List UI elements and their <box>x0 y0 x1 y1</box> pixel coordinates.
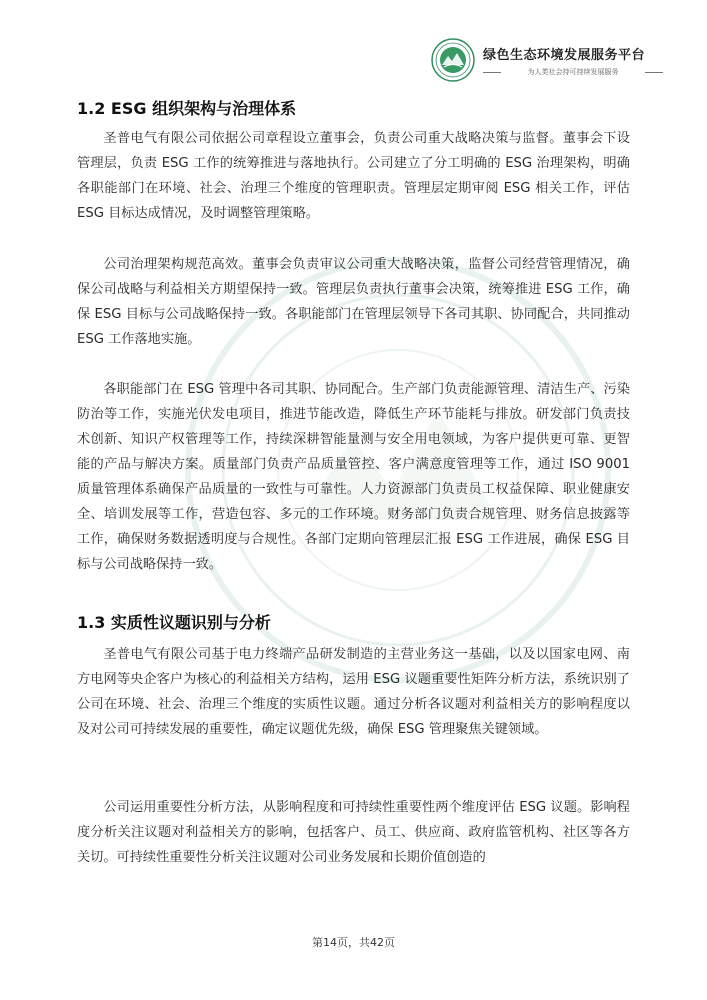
paragraph: 圣普电气有限公司依据公司章程设立董事会，负责公司重大战略决策与监督。董事会下设管理层，负责 ESG 工作的统筹推进与落地执行。公司建立了分工明确的 ESG 治理架构，明确各职能部门在环境、社会、治理三个维度的管理职责。管理层定期审阅 ESG 相关工作，评估 ESG 目标达成情况，及时调整管理策略。 <box>77 131 630 221</box>
slogan: 为人类社会持可持续发展服务 <box>527 68 619 76</box>
paragraph: 圣普电气有限公司基于电力终端产品研发制造的主营业务这一基础，以及以国家电网、南方电网等央企客户为核心的利益相关方结构，运用 ESG 议题重要性矩阵分析方法，系统识别了公司在环境、社会、治理三个维度的实质性议题。通过分析各议题对利益相关方的影响程度以及对公司可持续发展的重要性，确定议题优先级，确保 ESG 管理聚焦关键领域。 <box>77 647 630 737</box>
paragraph: 各职能部门在 ESG 管理中各司其职、协同配合。生产部门负责能源管理、清洁生产、污染防治等工作，实施光伏发电项目，推进节能改造，降低生产环节能耗与排放。研发部门负责技术创新、知识产权管理等工作，持续深耕智能量测与安全用电领域，为客户提供更可靠、更智能的产品与解决方案。质量部门负责产品质量管控、客户满意度管理等工作，通过 ISO 9001 质量管理体系确保产品质量的一致性与可靠性。人力资源部门负责员工权益保障、职业健康安全、培训发展等工作，营造包容、多元的工作环境。财务部门负责合规管理、财务信息披露等工作，确保财务数据透明度与合规性。各部门定期向管理层汇报 ESG 工作进展，确保 ESG 目标与公司战略保持一致。 <box>77 382 630 572</box>
platform-name: 绿色生态环境发展服务平台 <box>483 48 646 63</box>
paragraph: 公司治理架构规范高效。董事会负责审议公司重大战略决策，监督公司经营管理情况，确保公司战略与利益相关方期望保持一致。管理层负责执行董事会决策，统筹推进 ESG 工作，确保 ESG 目标与公司战略保持一致。各职能部门在管理层领导下各司其职、协同配合，共同推动 ESG 工作落地实施。 <box>77 257 630 347</box>
paragraph: 公司运用重要性分析方法，从影响程度和可持续性重要性两个维度评估 ESG 议题。影响程度分析关注议题对利益相关方的影响，包括客户、员工、供应商、政府监管机构、社区等各方关切。可持续性重要性分析关注议题对公司业务发展和长期价值创造的 <box>77 800 630 865</box>
page-number: 第14页，共42页 <box>312 936 395 949</box>
header <box>423 34 673 84</box>
slogan-line-left <box>483 72 501 73</box>
section-title: 1.3 实质性议题识别与分析 <box>77 613 271 632</box>
platform-logo-icon <box>431 38 475 82</box>
section-title: 1.2 ESG 组织架构与治理体系 <box>77 99 297 118</box>
slogan-line-right <box>645 72 663 73</box>
slogan-row <box>483 67 663 77</box>
